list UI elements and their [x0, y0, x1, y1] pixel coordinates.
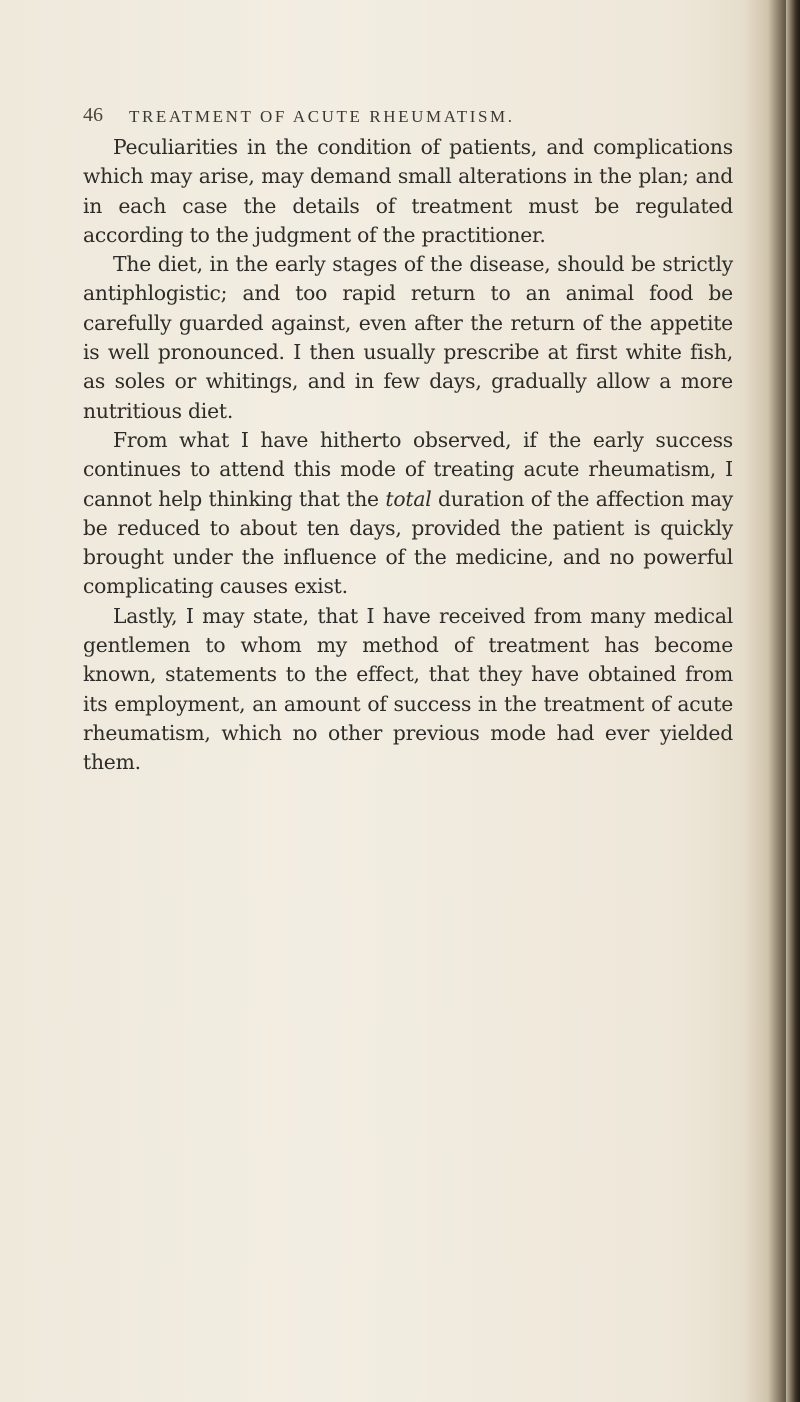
paragraph-duration-start: From what I have hitherto observed, if the early success continues to attend this mode of treating acute rheumatism, I cannot help thinking that the	[83, 427, 733, 511]
body-text	[83, 133, 733, 778]
paragraph-testimonials: Lastly, I may state, that I have received from many medical gentlemen to whom my method of treatment has become known, statements to the effect, that they have obtained from its employment, an amount of success in the treatment of acute rheumatism, which no other previous mode had ever yielded them.	[83, 603, 733, 775]
paragraph-complications: Peculiarities in the condition of patients, and complications which may arise, may demand small alterations in the plan; and in each case the details of treatment must be regulated according to the judgment of the practitioner.	[83, 135, 733, 247]
page-gutter-shadow	[786, 0, 800, 1402]
running-head: TREATMENT OF ACUTE RHEUMATISM.	[129, 107, 515, 126]
emphasis-total: total	[385, 486, 432, 511]
paragraph-diet: The diet, in the early stages of the disease, should be strictly antiphlogistic; and too rapid return to an animal food be carefully guarded against, even after the return of the appetite is well pronounced. I then usually prescribe at first white fish, as soles or whitings, and in few days, gradually allow a more nutritious diet.	[83, 252, 733, 423]
page-header	[83, 104, 740, 134]
paragraph-duration-end: duration of the affection may be reduced to about ten days, provided the patient is quickly brought under the influence of the medicine, and no powerful complicating causes exist.	[83, 486, 734, 599]
paragraph-duration	[83, 426, 733, 602]
page-number: 46	[83, 104, 103, 126]
